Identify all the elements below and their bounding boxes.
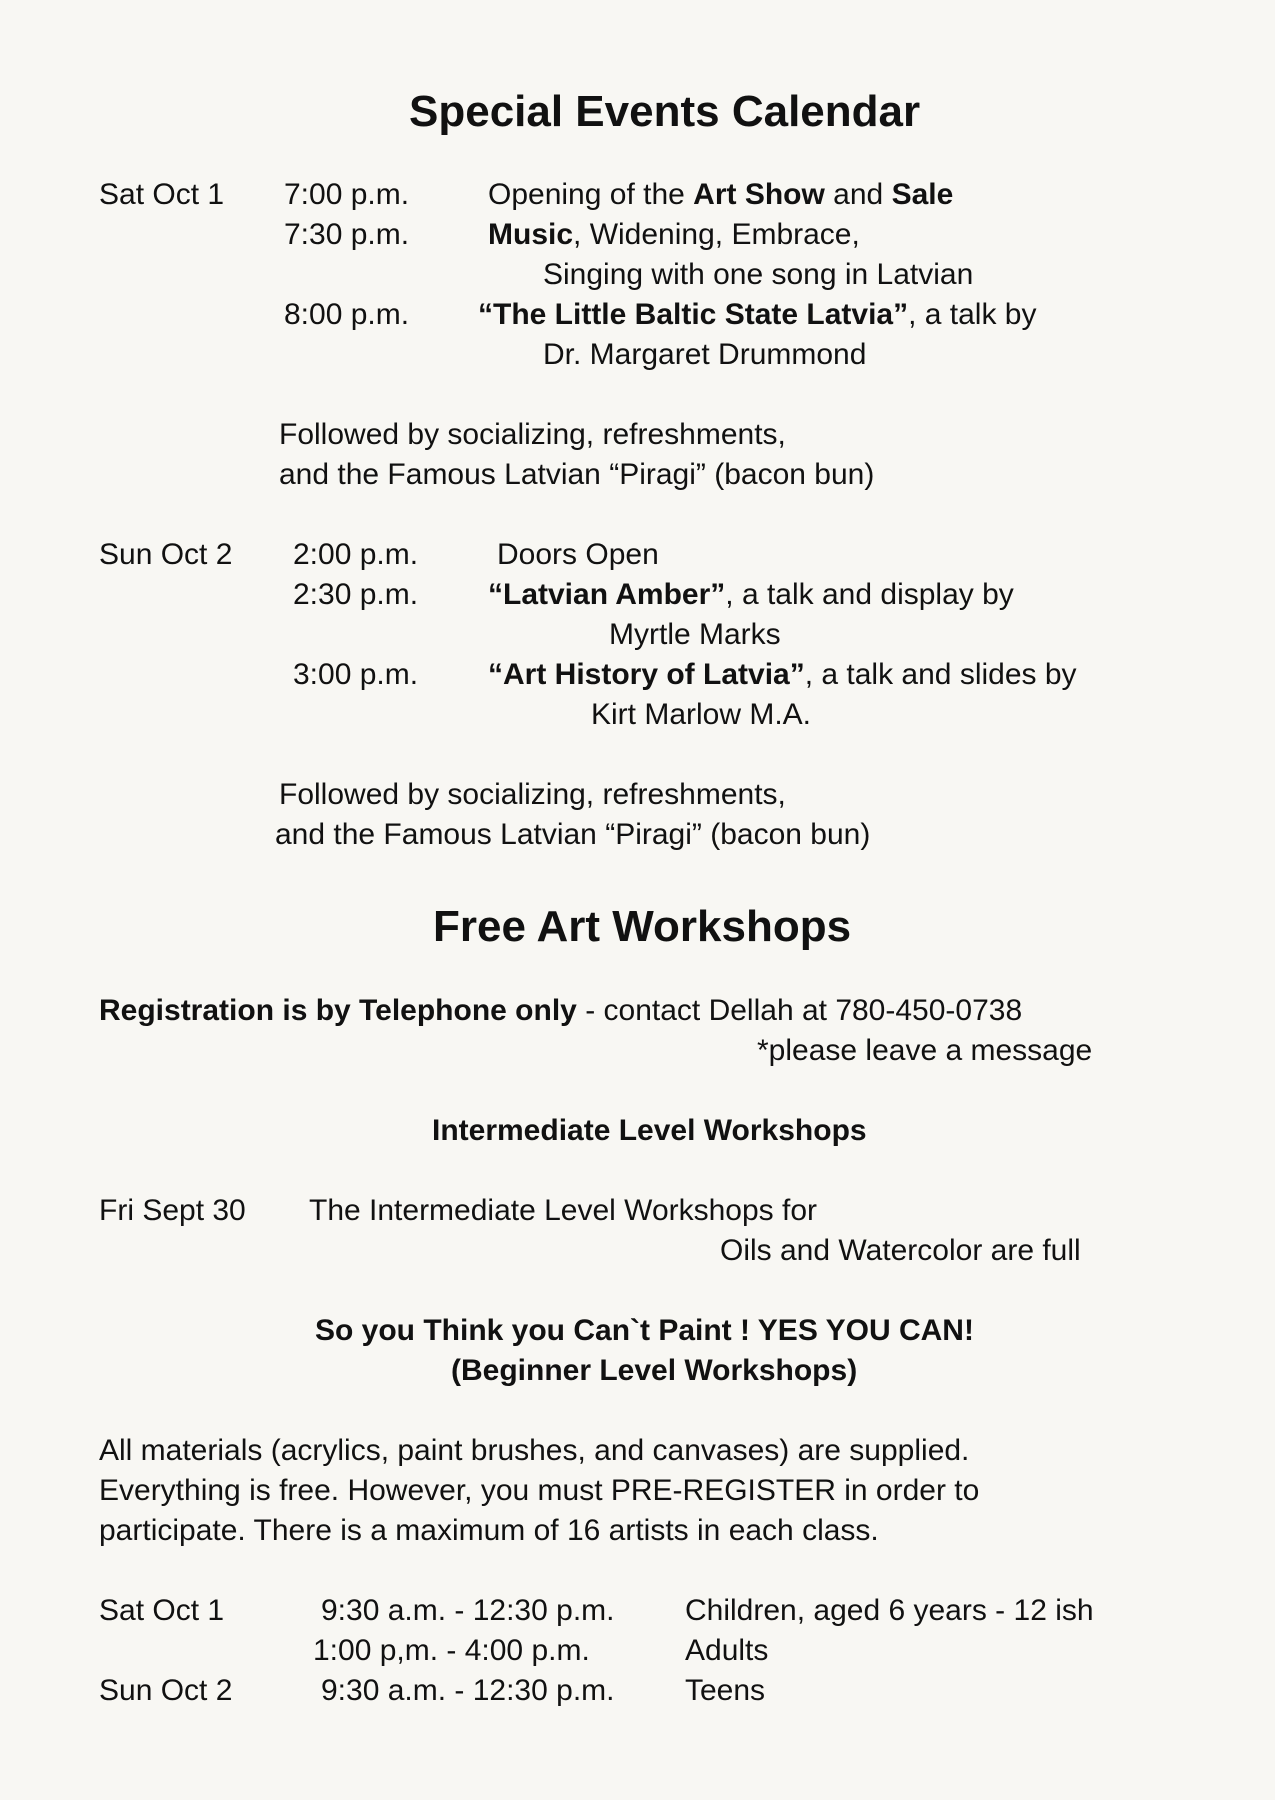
registration-note: *please leave a message (757, 1034, 1093, 1067)
sat-event1-time: 7:00 p.m. (284, 178, 410, 211)
intermediate-line1: The Intermediate Level Workshops for (309, 1194, 818, 1227)
schedule-audience: Teens (685, 1674, 766, 1707)
schedule-time: 9:30 a.m. - 12:30 p.m. (321, 1594, 615, 1627)
sun-event2-cont: Myrtle Marks (609, 618, 781, 651)
sat-event3-cont: Dr. Margaret Drummond (543, 338, 867, 371)
special-events-title: Special Events Calendar (409, 87, 921, 136)
sun-event2-time: 2:30 p.m. (293, 578, 419, 611)
intermediate-day: Fri Sept 30 (99, 1194, 246, 1227)
sun-event2-text: “Latvian Amber”, a talk and display by (488, 578, 1014, 611)
schedule-time: 9:30 a.m. - 12:30 p.m. (321, 1674, 615, 1707)
sat-event3-time: 8:00 p.m. (284, 298, 410, 331)
schedule-audience: Children, aged 6 years - 12 ish (685, 1594, 1094, 1627)
sun-event1-text: Doors Open (497, 538, 659, 571)
sun-followed-line2: and the Famous Latvian “Piragi” (bacon bun) (275, 818, 871, 851)
intermediate-line2: Oils and Watercolor are full (720, 1234, 1081, 1267)
sun-event1-time: 2:00 p.m. (293, 538, 419, 571)
sun-day-label: Sun Oct 2 (99, 538, 233, 571)
sat-event2-cont: Singing with one song in Latvian (543, 258, 974, 291)
sat-event2-text: Music, Widening, Embrace, (488, 218, 860, 251)
sun-followed-line1: Followed by socializing, refreshments, (279, 778, 786, 811)
registration-line: Registration is by Telephone only - contact Dellah at 780-450-0738 (99, 994, 1023, 1027)
workshops-title: Free Art Workshops (433, 902, 852, 951)
sat-event3-text: “The Little Baltic State Latvia”, a talk by (478, 298, 1037, 331)
sat-followed-line2: and the Famous Latvian “Piragi” (bacon bun) (279, 458, 875, 491)
schedule-audience: Adults (685, 1634, 769, 1667)
sat-followed-line1: Followed by socializing, refreshments, (279, 418, 786, 451)
sat-day-label: Sat Oct 1 (99, 178, 225, 211)
sun-event3-cont: Kirt Marlow M.A. (591, 698, 812, 731)
schedule-day: Sun Oct 2 (99, 1674, 233, 1707)
beginner-subheading: (Beginner Level Workshops) (451, 1354, 858, 1387)
sun-event3-text: “Art History of Latvia”, a talk and slides by (488, 658, 1077, 691)
sun-event3-time: 3:00 p.m. (293, 658, 419, 691)
sat-event1-text: Opening of the Art Show and Sale (488, 178, 954, 211)
intermediate-heading: Intermediate Level Workshops (432, 1114, 867, 1147)
schedule-day: Sat Oct 1 (99, 1594, 225, 1627)
schedule-time: 1:00 p,m. - 4:00 p.m. (313, 1634, 590, 1667)
sat-event2-time: 7:30 p.m. (284, 218, 410, 251)
beginner-para-line3: participate. There is a maximum of 16 artists in each class. (99, 1514, 879, 1547)
beginner-heading: So you Think you Can`t Paint ! YES YOU CAN! (315, 1314, 974, 1347)
beginner-para-line1: All materials (acrylics, paint brushes, and canvases) are supplied. (99, 1434, 970, 1467)
beginner-para-line2: Everything is free. However, you must PRE-REGISTER in order to (99, 1474, 980, 1507)
